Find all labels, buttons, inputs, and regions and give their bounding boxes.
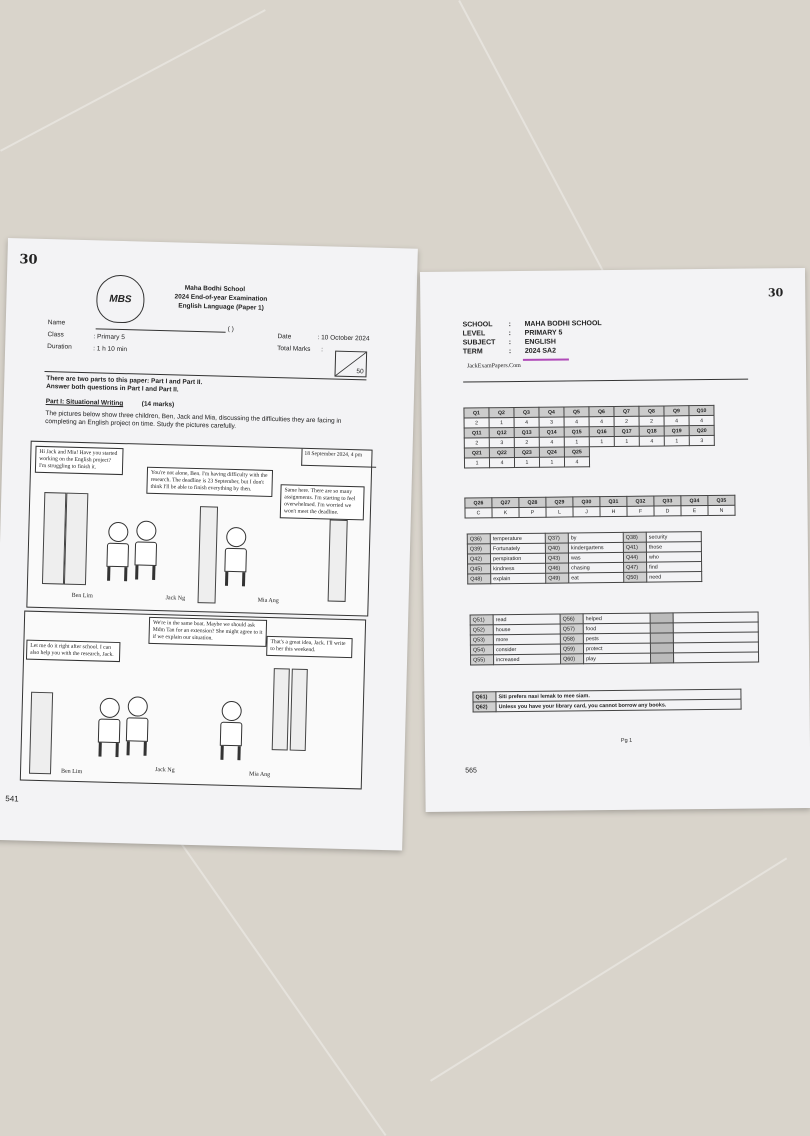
answer-cell: 3 <box>489 438 514 448</box>
class-value: : Primary 5 <box>93 333 125 342</box>
mia-name-label: Mia Ang <box>248 771 271 779</box>
comic-panel-2 <box>20 611 366 790</box>
intro-text: The pictures below show three children, Ben, Jack and Mia, discussing the difficulties they are facing in completing an English project on time. Study the pictures carefully. <box>45 410 342 431</box>
answer-cell: 1 <box>539 457 564 467</box>
exam-paper-page <box>0 238 418 851</box>
question-number-cell: Q19 <box>664 426 689 436</box>
marking-cell <box>650 643 673 653</box>
floor-line <box>178 840 386 1136</box>
ben-name-label: Ben Lim <box>60 768 83 776</box>
question-number-cell: Q47) <box>624 562 647 572</box>
answer-cell: temperature <box>490 533 545 544</box>
ben-name-label: Ben Lim <box>71 592 93 600</box>
speech-bubble-jack: You're not alone, Ben. I'm having difficulty with the research. The deadline is 23 September, but I don't think I'll be able to finish everything by then. <box>146 467 273 497</box>
term-label: TERM <box>462 348 483 356</box>
question-number-cell: Q33 <box>654 496 681 506</box>
question-number-cell: Q30 <box>573 497 600 507</box>
speech-bubble-ben-2: Let me do it right after school. I can also help you with the research, Jack. <box>26 640 120 662</box>
answer-key-page <box>420 268 810 812</box>
answer-cell: security <box>646 532 701 543</box>
duration-label: Duration <box>47 343 72 351</box>
locker <box>290 669 308 751</box>
answer-cell: eat <box>569 572 624 583</box>
class-label: Class <box>47 331 64 339</box>
answer-cell: protect <box>583 643 650 654</box>
question-number-cell: Q12 <box>489 428 514 438</box>
answer-cell: 2 <box>639 416 664 426</box>
question-number-cell: Q7 <box>614 406 639 416</box>
question-number-cell: Q17 <box>614 426 639 436</box>
question-number-cell: Q26 <box>465 498 492 508</box>
subject-value: ENGLISH <box>524 338 556 346</box>
jack-figure <box>125 696 149 757</box>
answer-cell: 1 <box>514 457 539 467</box>
question-number-cell: Q8 <box>639 406 664 416</box>
answer-cell: house <box>493 624 560 635</box>
question-number-cell: Q9 <box>664 406 689 416</box>
answer-cell: N <box>708 505 735 515</box>
answer-cell: food <box>583 623 650 634</box>
name-paren: ( ) <box>227 325 234 333</box>
paper-title: English Language (Paper 1) <box>178 302 264 312</box>
answer-cell: more <box>493 634 560 645</box>
question-number-cell: Q41) <box>623 542 646 552</box>
question-number-cell: Q48) <box>468 574 491 584</box>
answer-cell: kindergartens <box>568 542 623 553</box>
answer-cell: increased <box>494 654 561 665</box>
question-number-cell: Q49) <box>546 573 569 583</box>
question-number-cell: Q28 <box>519 497 546 507</box>
school-logo <box>96 274 145 323</box>
date-value: : 10 October 2024 <box>317 334 370 343</box>
sentence-answer-cell: Unless you have your library card, you cannot borrow any books. <box>496 699 741 712</box>
term-value: 2024 SA2 <box>524 347 557 355</box>
answer-cell: 3 <box>689 435 714 445</box>
question-number-cell: Q36) <box>467 534 490 544</box>
pg-label: Pg 1 <box>620 737 633 744</box>
school-name: Maha Bodhi School <box>184 284 246 294</box>
marking-cell <box>651 653 674 663</box>
marking-cell <box>650 623 673 633</box>
locker <box>29 692 53 775</box>
name-label: Name <box>47 319 66 327</box>
school-value: MAHA BODHI SCHOOL <box>524 320 602 328</box>
handwritten-score: 30 <box>19 252 38 268</box>
total-marks-value: 50 <box>356 368 364 376</box>
question-number-cell: Q58) <box>560 634 583 644</box>
answer-cell: 4 <box>489 458 514 468</box>
instructions-2: Answer both questions in Part I and Part II. <box>46 383 179 394</box>
question-number-cell: Q38) <box>623 532 646 542</box>
question-number-cell: Q2 <box>489 408 514 418</box>
answer-cell: 4 <box>564 457 589 467</box>
answer-cell: 4 <box>564 417 589 427</box>
colon: : <box>508 339 512 347</box>
total-marks-label: Total Marks <box>277 345 311 353</box>
ben-figure <box>97 698 121 759</box>
speech-bubble-mia: Same here. There are so many assignments. I'm starting to feel overwhelmed. I'm worried we won't meet the deadline. <box>280 484 365 520</box>
blank-cell <box>674 652 759 663</box>
answer-cell: C <box>465 508 492 518</box>
answer-cell: 1 <box>664 436 689 446</box>
question-number-cell: Q31 <box>600 496 627 506</box>
total-marks-colon: : <box>321 346 324 354</box>
word-answers-table-2 <box>470 611 760 665</box>
answer-cell: perspiration <box>490 553 545 564</box>
answer-cell: 1 <box>489 418 514 428</box>
question-number-cell: Q21 <box>464 448 489 458</box>
answer-cell: 4 <box>539 437 564 447</box>
handwritten-score: 30 <box>767 286 784 300</box>
word-answers-table-1 <box>467 531 703 584</box>
question-number-cell: Q3 <box>514 407 539 417</box>
question-number-cell: Q55) <box>471 655 494 665</box>
question-number-cell: Q54) <box>470 645 493 655</box>
answer-cell: chasing <box>569 562 624 573</box>
mia-name-label: Mia Ang <box>257 597 279 605</box>
ben-figure <box>106 522 130 583</box>
locker <box>272 668 290 750</box>
answer-cell: P <box>519 507 546 517</box>
mia-figure <box>219 701 243 762</box>
question-number-cell: Q34 <box>681 495 708 505</box>
answer-cell: E <box>681 505 708 515</box>
question-number-cell: Q25 <box>564 447 589 457</box>
question-number-cell: Q20 <box>689 425 714 435</box>
question-number-cell: Q10 <box>689 405 714 415</box>
answer-cell: K <box>492 507 519 517</box>
answer-cell: D <box>654 506 681 516</box>
answer-cell: need <box>647 572 702 583</box>
answer-cell: was <box>568 552 623 563</box>
answer-cell: pests <box>583 633 650 644</box>
question-number-cell: Q57) <box>560 624 583 634</box>
question-number-cell: Q56) <box>560 614 583 624</box>
question-number-cell: Q40) <box>545 543 568 553</box>
question-number-cell: Q29 <box>546 497 573 507</box>
school-label: SCHOOL <box>462 321 493 329</box>
mcq-answer-table <box>463 405 715 469</box>
question-number-cell: Q35 <box>708 495 735 505</box>
answer-cell: 2 <box>514 437 539 447</box>
page-number: 565 <box>465 767 477 775</box>
question-number-cell: Q59) <box>560 644 583 654</box>
answer-cell: Fortunately <box>490 543 545 554</box>
total-marks-box <box>334 351 367 378</box>
locker <box>198 506 219 603</box>
question-number-cell: Q37) <box>545 533 568 543</box>
question-number-cell: Q43) <box>545 553 568 563</box>
answer-cell: 4 <box>589 416 614 426</box>
marking-cell <box>650 633 673 643</box>
answer-cell: 2 <box>614 416 639 426</box>
answer-cell: 1 <box>464 458 489 468</box>
page-number: 541 <box>5 794 19 804</box>
question-number-cell: Q13 <box>514 427 539 437</box>
question-number-cell: Q53) <box>470 635 493 645</box>
question-number-cell: Q23 <box>514 447 539 457</box>
question-number-cell: Q46) <box>546 563 569 573</box>
answer-cell: play <box>584 653 651 664</box>
instructions-1: There are two parts to this paper: Part I and Part II. <box>46 375 203 387</box>
colon: : <box>508 321 511 329</box>
floor-line <box>0 9 266 152</box>
answer-cell: 4 <box>514 417 539 427</box>
level-label: LEVEL <box>462 330 486 338</box>
answer-cell: J <box>573 507 600 517</box>
question-number-cell: Q60) <box>561 654 584 664</box>
answer-cell: 1 <box>614 436 639 446</box>
sentence-answers-table <box>472 689 741 713</box>
question-number-cell: Q11 <box>464 428 489 438</box>
website-text: JackExamPapers.Com <box>466 362 521 370</box>
subject-label: SUBJECT <box>462 339 496 347</box>
speech-bubble-jack-2: We're in the same boat. Maybe we should ask Mdm Tan for an extension? She might agree to it if we explain our situation. <box>148 617 267 647</box>
duration-value: : 1 h 10 min <box>93 345 128 354</box>
answer-cell: 1 <box>589 436 614 446</box>
answer-cell: L <box>546 507 573 517</box>
answer-cell: kindness <box>491 563 546 574</box>
answer-cell: who <box>646 552 701 563</box>
level-value: PRIMARY 5 <box>524 329 563 337</box>
answer-cell: read <box>493 614 560 625</box>
answer-cell: find <box>647 562 702 573</box>
answer-cell: those <box>646 542 701 553</box>
question-number-cell: Q44) <box>623 552 646 562</box>
sentence-answer-cell: Siti prefers nasi lemak to mee siam. <box>496 689 741 702</box>
cloze-answer-table <box>464 495 735 519</box>
question-number-cell: Q42) <box>467 554 490 564</box>
question-number-cell: Q4 <box>539 407 564 417</box>
colon: : <box>508 348 512 356</box>
locker <box>64 493 88 586</box>
comic-date: 18 September 2024, 4 pm <box>301 449 376 468</box>
answer-cell: 1 <box>564 437 589 447</box>
question-number-cell: Q6 <box>589 406 614 416</box>
floor-line <box>430 857 787 1081</box>
colon: : <box>508 330 512 338</box>
answer-cell: explain <box>491 573 546 584</box>
question-number-cell: Q1 <box>464 408 489 418</box>
answer-cell: 4 <box>639 436 664 446</box>
jack-figure <box>134 520 158 581</box>
question-number-cell: Q15 <box>564 427 589 437</box>
question-number-cell: Q27 <box>492 497 519 507</box>
speech-bubble-ben: Hi Jack and Mia! Have you started working on the English project? I'm struggling to finish it. <box>35 446 124 475</box>
date-label: Date <box>277 333 292 341</box>
jack-name-label: Jack Ng <box>155 767 175 774</box>
question-number-cell: Q14 <box>539 427 564 437</box>
answer-cell: H <box>600 506 627 516</box>
header-divider <box>463 379 748 383</box>
part-title: Part I: Situational Writing <box>45 398 124 408</box>
locker <box>42 492 66 585</box>
part-marks: (14 marks) <box>141 400 175 409</box>
name-line <box>96 328 226 332</box>
mia-figure <box>224 527 248 588</box>
answer-cell: 2 <box>464 438 489 448</box>
logo-text: MBS <box>109 293 132 305</box>
question-number-cell: Q62) <box>473 702 496 712</box>
speech-bubble-mia-2: That's a great idea, Jack. I'll write to her this weekend. <box>266 636 352 658</box>
answer-cell: helped <box>583 613 650 624</box>
jack-name-label: Jack Ng <box>165 595 186 602</box>
question-number-cell: Q61) <box>473 692 496 702</box>
comic-panel-1 <box>26 441 372 617</box>
answer-cell: consider <box>493 644 560 655</box>
question-number-cell: Q52) <box>470 625 493 635</box>
question-number-cell: Q39) <box>467 544 490 554</box>
question-number-cell: Q22 <box>489 448 514 458</box>
question-number-cell: Q32 <box>627 496 654 506</box>
question-number-cell: Q51) <box>470 615 493 625</box>
answer-cell: F <box>627 506 654 516</box>
question-number-cell: Q45) <box>468 564 491 574</box>
locker <box>328 520 348 602</box>
answer-cell: 3 <box>539 417 564 427</box>
exam-title: 2024 End-of-year Examination <box>174 293 268 303</box>
answer-cell: 2 <box>464 418 489 428</box>
question-number-cell: Q5 <box>564 407 589 417</box>
question-number-cell: Q24 <box>539 447 564 457</box>
question-number-cell: Q18 <box>639 426 664 436</box>
answer-cell: by <box>568 532 623 543</box>
answer-cell: 4 <box>664 416 689 426</box>
question-number-cell: Q50) <box>624 572 647 582</box>
question-number-cell: Q16 <box>589 426 614 436</box>
marking-cell <box>650 613 673 623</box>
term-highlight-underline <box>523 358 569 360</box>
answer-cell: 4 <box>689 415 714 425</box>
